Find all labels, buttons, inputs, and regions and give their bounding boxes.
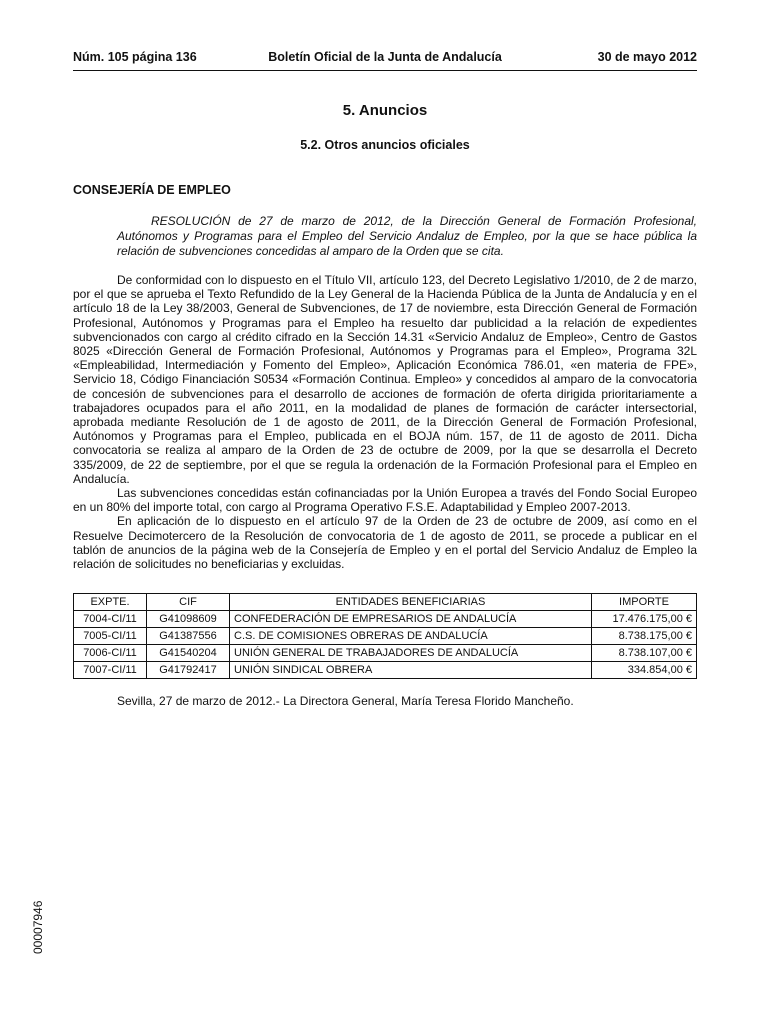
- table-row: [74, 611, 697, 628]
- cell-cif: G41792417: [147, 662, 230, 679]
- column-header-expte: EXPTE.: [74, 594, 147, 611]
- header-date: 30 de mayo 2012: [597, 50, 697, 64]
- resolution-title: RESOLUCIÓN de 27 de marzo de 2012, de la Dirección General de Formación Profesional, Autónomos y Programas para el Empleo del Servicio Andaluz de Empleo, por la que se hace pública la relación de subvenciones concedidas al amparo de la Orden que se cita.: [117, 214, 697, 258]
- page-header: [73, 50, 697, 68]
- table-row: [74, 628, 697, 645]
- column-header-cif: CIF: [147, 594, 230, 611]
- cell-importe: 8.738.107,00 €: [592, 645, 697, 662]
- cell-importe: 334.854,00 €: [592, 662, 697, 679]
- column-header-entidades: ENTIDADES BENEFICIARIAS: [230, 594, 592, 611]
- table-row: [74, 662, 697, 679]
- cell-expte: 7005-CI/11: [74, 628, 147, 645]
- cell-expte: 7004-CI/11: [74, 611, 147, 628]
- table-header-row: [74, 594, 697, 611]
- subsection-title: 5.2. Otros anuncios oficiales: [300, 138, 470, 152]
- paragraph: En aplicación de lo dispuesto en el artículo 97 de la Orden de 23 de octubre de 2009, así como en el Resuelve Decimotercero de la Resolución de convocatoria de 1 de agosto de 2011, se procede a publicar en el tablón de anuncios de la página web de la Consejería de Empleo y en el portal del Servicio Andaluz de Empleo la relación de solicitudes no beneficiarias y excluidas.: [73, 514, 697, 572]
- cell-entidad: CONFEDERACIÓN DE EMPRESARIOS DE ANDALUCÍA: [230, 611, 592, 628]
- grants-table: [73, 593, 697, 679]
- cell-cif: G41387556: [147, 628, 230, 645]
- cell-cif: G41098609: [147, 611, 230, 628]
- cell-entidad: UNIÓN GENERAL DE TRABAJADORES DE ANDALUCÍA: [230, 645, 592, 662]
- side-document-code: 00007946: [31, 900, 45, 954]
- column-header-importe: IMPORTE: [592, 594, 697, 611]
- cell-expte: 7006-CI/11: [74, 645, 147, 662]
- cell-entidad: C.S. DE COMISIONES OBRERAS DE ANDALUCÍA: [230, 628, 592, 645]
- section-title: 5. Anuncios: [342, 102, 428, 119]
- header-publication: Boletín Oficial de la Junta de Andalucía: [268, 50, 502, 64]
- cell-entidad: UNIÓN SINDICAL OBRERA: [230, 662, 592, 679]
- paragraph: Las subvenciones concedidas están cofinanciadas por la Unión Europea a través del Fondo Social Europeo en un 80% del importe total, con cargo al Programa Operativo F.S.E. Adaptabilidad y Empleo 2007-2013.: [73, 486, 697, 515]
- body-text: [73, 273, 697, 571]
- cell-importe: 8.738.175,00 €: [592, 628, 697, 645]
- department-heading: CONSEJERÍA DE EMPLEO: [73, 183, 231, 197]
- table-row: [74, 645, 697, 662]
- cell-importe: 17.476.175,00 €: [592, 611, 697, 628]
- cell-expte: 7007-CI/11: [74, 662, 147, 679]
- header-rule: [73, 70, 697, 71]
- header-issue: Núm. 105 página 136: [73, 50, 197, 64]
- cell-cif: G41540204: [147, 645, 230, 662]
- paragraph: De conformidad con lo dispuesto en el Título VII, artículo 123, del Decreto Legislativo 1/2010, de 2 de marzo, por el que se aprueba el Texto Refundido de la Ley General de la Hacienda Pública de la Junta de Andalucía y en el artículo 18 de la Ley 38/2003, General de Subvenciones, de 17 de noviembre, esta Dirección General de Formación Profesional, Autónomos y Programas para el Empleo ha resuelto dar publicidad a la relación de expedientes subvencionados con cargo al crédito cifrado en la Sección 14.31 «Servicio Andaluz de Empleo», Centro de Gastos 8025 «Dirección General de Formación Profesional, Autónomos y Programas para el Empleo», Programa 32L «Empleabilidad, Intermediación y Fomento del Empleo», Aplicación Económica 786.01, «en materia de FPE», Servicio 18, Código Financiación S0534 «Formación Continua. Empleo» y concedidos al amparo de la convocatoria de concesión de subvenciones para el desarrollo de acciones de formación de oferta dirigida prioritariamente a trabajadores ocupados para el año 2011, en la modalidad de planes de formación de carácter intersectorial, aprobada mediante Resolución de 1 de agosto de 2011, de la Dirección General de Formación Profesional, Autónomos y Programas para el Empleo, publicada en el BOJA núm. 157, de 11 de agosto de 2011. Dicha convocatoria se realiza al amparo de la Orden de 23 de octubre de 2009, por la que se desarrolla el Decreto 335/2009, de 22 de septiembre, por el que se regula la ordenación de la Formación Profesional para el Empleo en Andalucía.: [73, 273, 697, 486]
- signature-line: Sevilla, 27 de marzo de 2012.- La Directora General, María Teresa Florido Mancheño.: [117, 694, 574, 708]
